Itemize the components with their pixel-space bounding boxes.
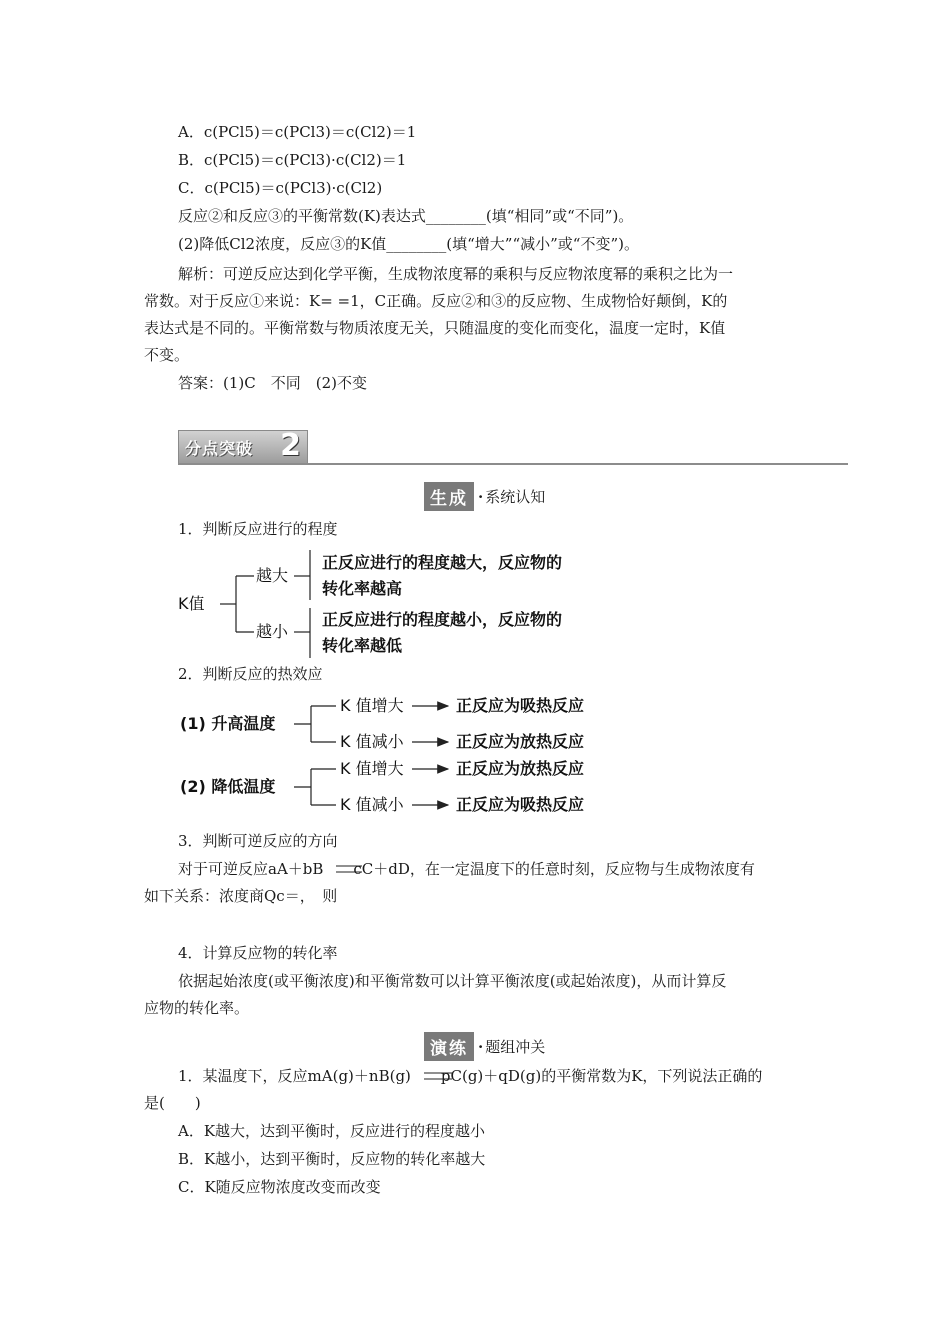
k-smaller-text-1: 正反应进行的程度越小，反应物的 — [322, 610, 563, 629]
raise-k-increase: K 值增大 — [340, 696, 404, 715]
heading-1: 1．判断反应进行的程度 — [178, 520, 338, 538]
option-b: B．c(PCl5)＝c(PCl3)·c(Cl2)＝1 — [178, 151, 407, 169]
question-same-or-different: 反应②和反应③的平衡常数(K)表达式________(填“相同”或“不同”)。 — [178, 207, 634, 225]
section-banner-number: 2 — [280, 428, 301, 463]
lower-k-decrease-result: 正反应为吸热反应 — [456, 795, 585, 814]
tag-dot: · — [478, 1037, 484, 1056]
raise-k-decrease-result: 正反应为放热反应 — [456, 732, 585, 751]
heading-3: 3．判断可逆反应的方向 — [178, 832, 338, 850]
k-larger-text-2: 转化率越高 — [322, 579, 403, 598]
reaction-quotient-line-1: 对于可逆反应aA＋bB cC＋dD，在一定温度下的任意时刻，反应物与生成物浓度有 — [178, 860, 755, 878]
tag-dot: · — [478, 487, 484, 506]
option-c: C．c(PCl5)＝c(PCl3)·c(Cl2) — [178, 179, 383, 197]
k-value-root: K值 — [178, 594, 205, 613]
tag-box: 生成 — [424, 482, 474, 511]
analysis-line-3: 表达式是不同的。平衡常数与物质浓度无关，只随温度的变化而变化，温度一定时，K值 — [144, 319, 726, 337]
tag-practice — [424, 1032, 545, 1061]
tag-box: 演练 — [424, 1032, 474, 1061]
option-a: A．c(PCl5)＝c(PCl3)＝c(Cl2)＝1 — [178, 123, 417, 141]
analysis-line-2: 常数。对于反应①来说：K= =1，C正确。反应②和③的反应物、生成物恰好颠倒，K的 — [144, 292, 728, 310]
lower-k-increase-result: 正反应为放热反应 — [456, 759, 585, 778]
k-branch-smaller: 越小 — [256, 622, 289, 641]
answer: 答案：(1)C 不同 (2)不变 — [178, 374, 367, 392]
k-smaller-text-2: 转化率越低 — [322, 636, 403, 655]
heading-2: 2．判断反应的热效应 — [178, 665, 323, 683]
question-option-b: B．K越小，达到平衡时，反应物的转化率越大 — [178, 1150, 486, 1168]
conversion-line-1: 依据起始浓度(或平衡浓度)和平衡常数可以计算平衡浓度(或起始浓度)，从而计算反 — [178, 972, 727, 990]
question-option-c: C．K随反应物浓度改变而改变 — [178, 1178, 381, 1196]
question-option-a: A．K越大，达到平衡时，反应进行的程度越小 — [178, 1122, 486, 1140]
question-stem-1: 1．某温度下，反应mA(g)＋nB(g) pC(g)＋qD(g)的平衡常数为K，下列说法正确的 — [178, 1067, 763, 1085]
heading-4: 4．计算反应物的转化率 — [178, 944, 338, 962]
raise-k-decrease: K 值减小 — [340, 732, 404, 751]
lower-temperature: (2) 降低温度 — [180, 777, 276, 796]
raise-temperature: (1) 升高温度 — [180, 714, 276, 733]
analysis-line-4: 不变。 — [144, 346, 190, 364]
question-2: (2)降低Cl2浓度，反应③的K值________(填“增大”“减小”或“不变”)。 — [178, 235, 639, 253]
k-branch-larger: 越大 — [256, 566, 289, 585]
lower-k-decrease: K 值减小 — [340, 795, 404, 814]
raise-k-increase-result: 正反应为吸热反应 — [456, 696, 585, 715]
conversion-line-2: 应物的转化率。 — [144, 999, 250, 1017]
section-banner-text: 分点突破 — [185, 439, 254, 458]
analysis-line-1: 解析：可逆反应达到化学平衡，生成物浓度幂的乘积与反应物浓度幂的乘积之比为一 — [178, 265, 734, 283]
lower-k-increase: K 值增大 — [340, 759, 404, 778]
question-stem-2: 是( ) — [144, 1094, 201, 1112]
k-larger-text-1: 正反应进行的程度越大，反应物的 — [322, 553, 563, 572]
tag-text: 系统认知 — [485, 488, 546, 506]
reaction-quotient-line-2: 如下关系：浓度商Qc＝， 则 — [144, 887, 338, 905]
tag-text: 题组冲关 — [485, 1038, 546, 1056]
